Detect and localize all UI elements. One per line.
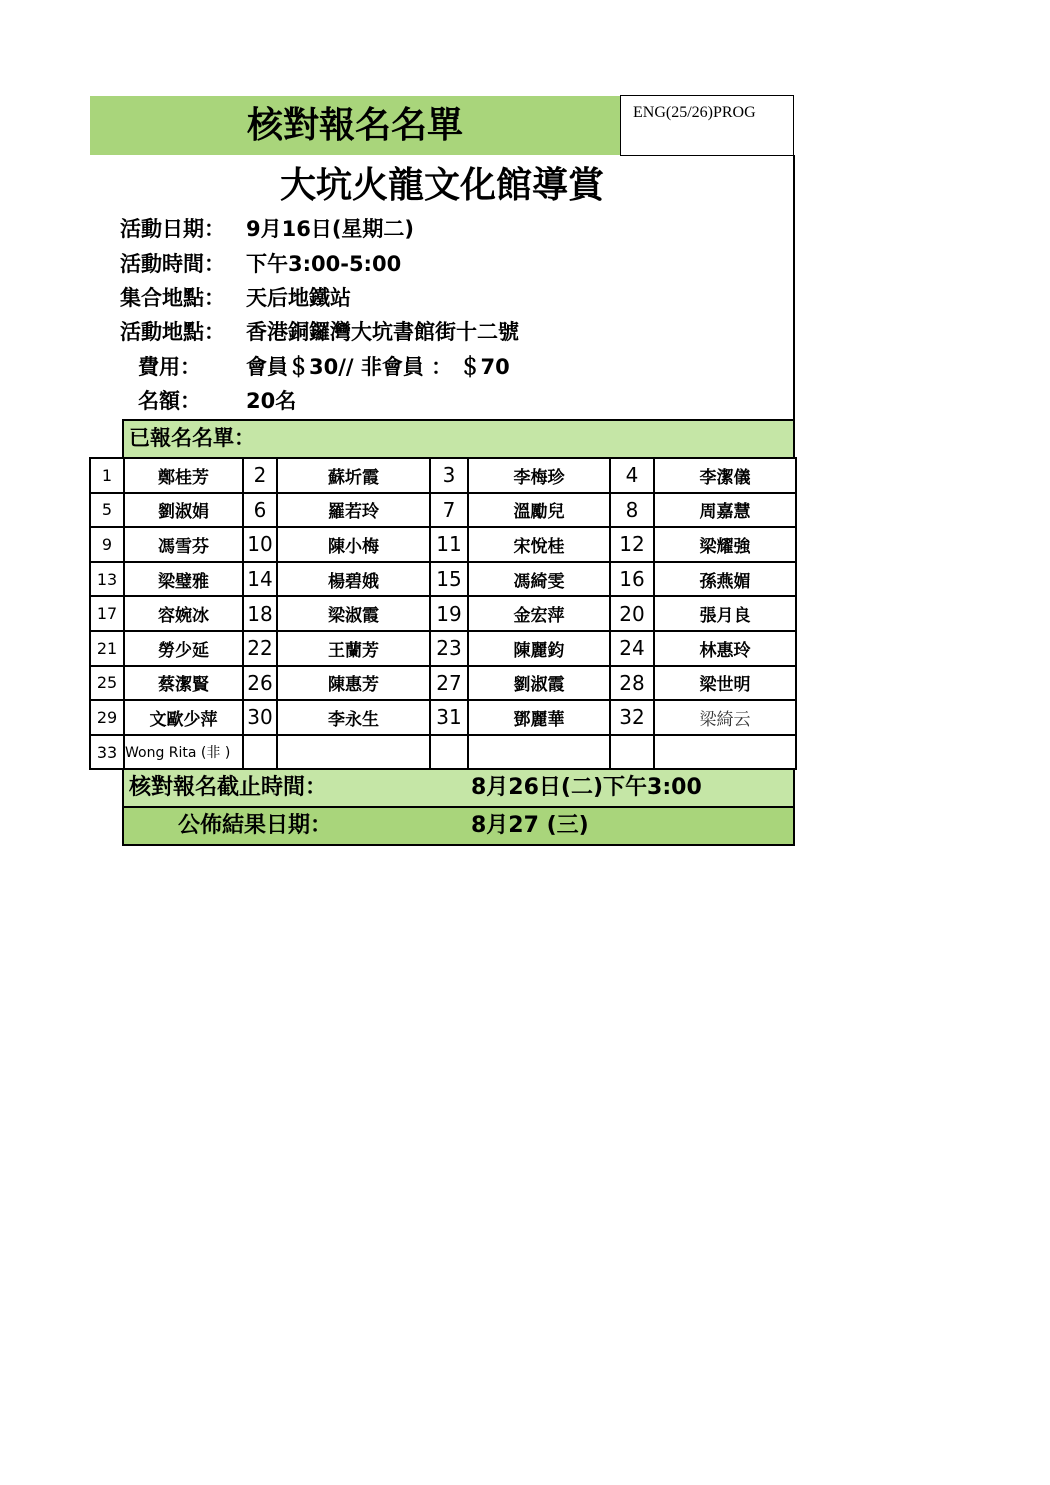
fee-value: 會員＄30// 非會員 ： ＄70 [246, 355, 510, 379]
table-row [90, 631, 796, 666]
participant-name: 容婉冰 [124, 596, 243, 631]
venue-value: 香港銅鑼灣大坑書館街十二號 [246, 320, 519, 344]
entry-number: 11 [430, 527, 468, 562]
participant-name: 鄧麗華 [468, 700, 610, 735]
entry-number: 4 [610, 458, 654, 493]
participant-name [654, 735, 796, 770]
participant-name: 張月良 [654, 596, 796, 631]
participant-name: 蔡潔賢 [124, 666, 243, 701]
venue-label: 活動地點： [120, 320, 225, 344]
participant-name [277, 735, 430, 770]
entry-number: 23 [430, 631, 468, 666]
entry-number: 26 [243, 666, 277, 701]
table-row [90, 527, 796, 562]
participant-name: 陳小梅 [277, 527, 430, 562]
entry-number: 13 [90, 562, 124, 597]
participant-name [468, 735, 610, 770]
table-row [90, 700, 796, 735]
entry-number: 8 [610, 493, 654, 528]
entry-number: 10 [243, 527, 277, 562]
entry-number: 28 [610, 666, 654, 701]
participant-name: 羅若玲 [277, 493, 430, 528]
roster-table [89, 457, 797, 770]
participant-name: 陳惠芳 [277, 666, 430, 701]
table-row [90, 596, 796, 631]
participant-name: 楊碧娥 [277, 562, 430, 597]
participant-name: 劉淑霞 [468, 666, 610, 701]
entry-number: 25 [90, 666, 124, 701]
participant-name: Wong Rita (非 ) [124, 735, 243, 770]
entry-number: 20 [610, 596, 654, 631]
quota-label: 名額： [138, 389, 201, 413]
participant-name: 陳麗鈞 [468, 631, 610, 666]
entry-number: 17 [90, 596, 124, 631]
entry-number: 29 [90, 700, 124, 735]
entry-number: 24 [610, 631, 654, 666]
meeting-point-value: 天后地鐵站 [246, 286, 351, 310]
participant-name: 梁世明 [654, 666, 796, 701]
date-label: 活動日期： [120, 217, 225, 241]
entry-number: 6 [243, 493, 277, 528]
entry-number [610, 735, 654, 770]
participant-name: 王蘭芳 [277, 631, 430, 666]
participant-name: 馮雪芬 [124, 527, 243, 562]
entry-number: 27 [430, 666, 468, 701]
participant-name: 蘇圻霞 [277, 458, 430, 493]
participant-name: 馮綺雯 [468, 562, 610, 597]
entry-number: 12 [610, 527, 654, 562]
participant-name: 梁璧雅 [124, 562, 243, 597]
entry-number: 22 [243, 631, 277, 666]
time-value: 下午3:00-5:00 [246, 252, 402, 276]
participant-name: 梁耀強 [654, 527, 796, 562]
participant-name: 溫勵兒 [468, 493, 610, 528]
time-label: 活動時間： [120, 252, 225, 276]
participant-name: 勞少延 [124, 631, 243, 666]
participant-name: 周嘉慧 [654, 493, 796, 528]
participant-name: 李永生 [277, 700, 430, 735]
table-row [90, 666, 796, 701]
entry-number: 3 [430, 458, 468, 493]
deadline-value: 8月26日(二)下午3:00 [471, 775, 702, 800]
participant-name: 金宏萍 [468, 596, 610, 631]
entry-number [430, 735, 468, 770]
event-title: 大坑火龍文化館導賞 [279, 165, 604, 206]
entry-number: 19 [430, 596, 468, 631]
page-title: 核對報名名單 [246, 105, 463, 146]
entry-number: 16 [610, 562, 654, 597]
participant-name: 李潔儀 [654, 458, 796, 493]
entry-number: 14 [243, 562, 277, 597]
participant-name: 宋悅桂 [468, 527, 610, 562]
table-row [90, 735, 796, 770]
participant-name: 劉淑娟 [124, 493, 243, 528]
entry-number: 21 [90, 631, 124, 666]
deadline-label: 核對報名截止時間： [129, 775, 328, 800]
result-date-label: 公佈結果日期： [178, 813, 333, 838]
fee-label: 費用： [138, 355, 201, 379]
participant-name: 梁淑霞 [277, 596, 430, 631]
document-code: ENG(25/26)PROG [633, 104, 756, 121]
participant-name: 李梅珍 [468, 458, 610, 493]
entry-number: 1 [90, 458, 124, 493]
date-value: 9月16日(星期二) [246, 217, 415, 241]
participant-name: 孫燕媚 [654, 562, 796, 597]
entry-number: 5 [90, 493, 124, 528]
entry-number: 30 [243, 700, 277, 735]
quota-value: 20名 [246, 389, 297, 413]
table-row [90, 493, 796, 528]
entry-number: 9 [90, 527, 124, 562]
entry-number: 18 [243, 596, 277, 631]
registered-list-heading: 已報名名單： [129, 426, 255, 450]
participant-name: 鄭桂芳 [124, 458, 243, 493]
table-row [90, 458, 796, 493]
entry-number [243, 735, 277, 770]
entry-number: 7 [430, 493, 468, 528]
entry-number: 31 [430, 700, 468, 735]
participant-name: 林惠玲 [654, 631, 796, 666]
entry-number: 33 [90, 735, 124, 770]
participant-name: 文歐少萍 [124, 700, 243, 735]
result-date-value: 8月27 (三) [471, 813, 589, 838]
table-row [90, 562, 796, 597]
entry-number: 15 [430, 562, 468, 597]
meeting-point-label: 集合地點： [120, 286, 225, 310]
entry-number: 2 [243, 458, 277, 493]
participant-name: 梁綺云 [654, 700, 796, 735]
entry-number: 32 [610, 700, 654, 735]
